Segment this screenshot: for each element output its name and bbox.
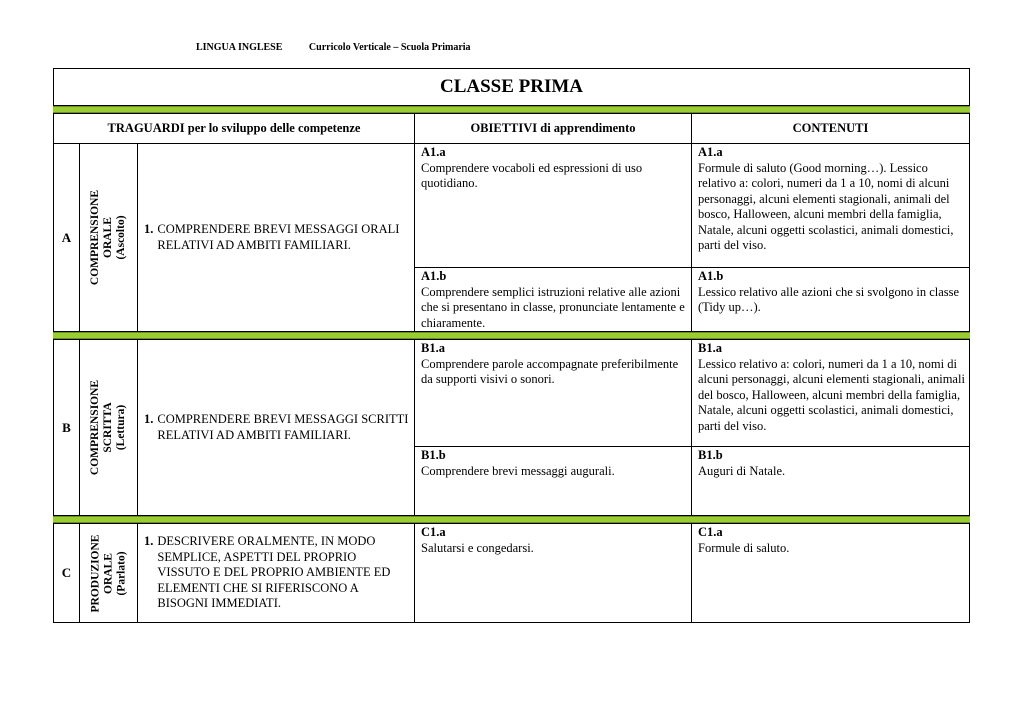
obiettivo-cell bbox=[414, 339, 692, 447]
obiettivo-text: Comprendere semplici istruzioni relative alle azioni che si presentano in classe, pronunciate lentamente e chiaramente. bbox=[421, 284, 685, 330]
column-header-contenuti: CONTENUTI bbox=[691, 113, 970, 144]
obiettivo-cell bbox=[414, 446, 692, 516]
traguardo-number: 1. bbox=[144, 222, 154, 236]
green-divider bbox=[53, 332, 970, 339]
page-header bbox=[196, 42, 471, 53]
contenuto-code: A1.b bbox=[698, 269, 724, 283]
obiettivo-text: Comprendere brevi messaggi augurali. bbox=[421, 463, 615, 478]
traguardo bbox=[137, 339, 415, 516]
obiettivo-text: Salutarsi e congedarsi. bbox=[421, 540, 534, 555]
contenuto-text: Formule di saluto. bbox=[698, 540, 790, 555]
obiettivo-cell bbox=[414, 143, 692, 268]
section-letter: B bbox=[53, 339, 80, 516]
traguardo-number: 1. bbox=[144, 534, 154, 548]
contenuto-cell bbox=[691, 267, 970, 332]
contenuto-cell bbox=[691, 523, 970, 623]
area-line: SCRITTA bbox=[102, 402, 115, 453]
contenuto-code: C1.a bbox=[698, 525, 723, 539]
column-header-obiettivi: OBIETTIVI di apprendimento bbox=[414, 113, 692, 144]
traguardo-text: COMPRENDERE BREVI MESSAGGI SCRITTI RELATIVI AD AMBITI FAMILIARI. bbox=[157, 412, 409, 442]
contenuto-code: A1.a bbox=[698, 145, 723, 159]
contenuto-cell bbox=[691, 339, 970, 447]
obiettivo-code: B1.a bbox=[421, 341, 445, 355]
area-line: COMPRENSIONE bbox=[89, 379, 102, 476]
contenuto-text: Formule di saluto (Good morning…). Lessico relativo a: colori, numeri da 1 a 10, nomi di alcuni personaggi, alcuni elementi stagionali, animali del bosco, Halloween, alcuni membri della famiglia, Natale, alcuni oggetti scolastici, animali domestici, parti del viso. bbox=[698, 160, 954, 252]
contenuto-cell bbox=[691, 143, 970, 268]
section-area bbox=[79, 339, 138, 516]
contenuto-text: Auguri di Natale. bbox=[698, 463, 786, 478]
area-line: ORALE bbox=[102, 552, 115, 594]
contenuto-text: Lessico relativo a: colori, numeri da 1 a 10, nomi di alcuni personaggi, alcuni elementi stagionali, animali del bosco, Halloween, alcuni membri della famiglia, Natale, alcuni oggetti scolastici, animali domestici, parti del viso. bbox=[698, 356, 965, 433]
section-area bbox=[79, 143, 138, 332]
section-letter: A bbox=[53, 143, 80, 332]
traguardo-text: DESCRIVERE ORALMENTE, IN MODO SEMPLICE, ASPETTI DEL PROPRIO VISSUTO E DEL PROPRIO AMBIENTE ED ELEMENTI CHE SI RIFERISCONO A BISOGNI IMMEDIATI. bbox=[157, 534, 391, 610]
obiettivo-text: Comprendere vocaboli ed espressioni di uso quotidiano. bbox=[421, 160, 643, 190]
contenuto-code: B1.b bbox=[698, 448, 723, 462]
contenuto-code: B1.a bbox=[698, 341, 722, 355]
traguardo-text: COMPRENDERE BREVI MESSAGGI ORALI RELATIVI AD AMBITI FAMILIARI. bbox=[157, 222, 400, 252]
green-divider bbox=[53, 516, 970, 523]
class-title: CLASSE PRIMA bbox=[53, 68, 970, 106]
obiettivo-code: A1.b bbox=[421, 269, 447, 283]
traguardo bbox=[137, 523, 415, 623]
area-line: PRODUZIONE bbox=[89, 534, 102, 612]
obiettivo-code: B1.b bbox=[421, 448, 446, 462]
header-curriculum: Curricolo Verticale – Scuola Primaria bbox=[308, 42, 471, 53]
column-header-traguardi: TRAGUARDI per lo sviluppo delle competenze bbox=[53, 113, 415, 144]
contenuto-cell bbox=[691, 446, 970, 516]
area-line: ORALE bbox=[102, 217, 115, 258]
obiettivo-text: Comprendere parole accompagnate preferibilmente da supporti visivi o sonori. bbox=[421, 356, 679, 386]
obiettivo-code: A1.a bbox=[421, 145, 446, 159]
section-letter: C bbox=[53, 523, 80, 623]
traguardo-number: 1. bbox=[144, 412, 154, 426]
area-line: (Ascolto) bbox=[115, 215, 128, 260]
section-area bbox=[79, 523, 138, 623]
area-line: (Parlato) bbox=[115, 550, 128, 596]
area-line: COMPRENSIONE bbox=[89, 189, 102, 286]
obiettivo-cell bbox=[414, 523, 692, 623]
traguardo bbox=[137, 143, 415, 332]
area-line: (Lettura) bbox=[115, 404, 128, 451]
obiettivo-code: C1.a bbox=[421, 525, 446, 539]
obiettivo-cell bbox=[414, 267, 692, 332]
contenuto-text: Lessico relativo alle azioni che si svolgono in classe (Tidy up…). bbox=[698, 284, 960, 314]
header-subject: LINGUA INGLESE bbox=[196, 42, 283, 53]
green-divider bbox=[53, 106, 970, 113]
